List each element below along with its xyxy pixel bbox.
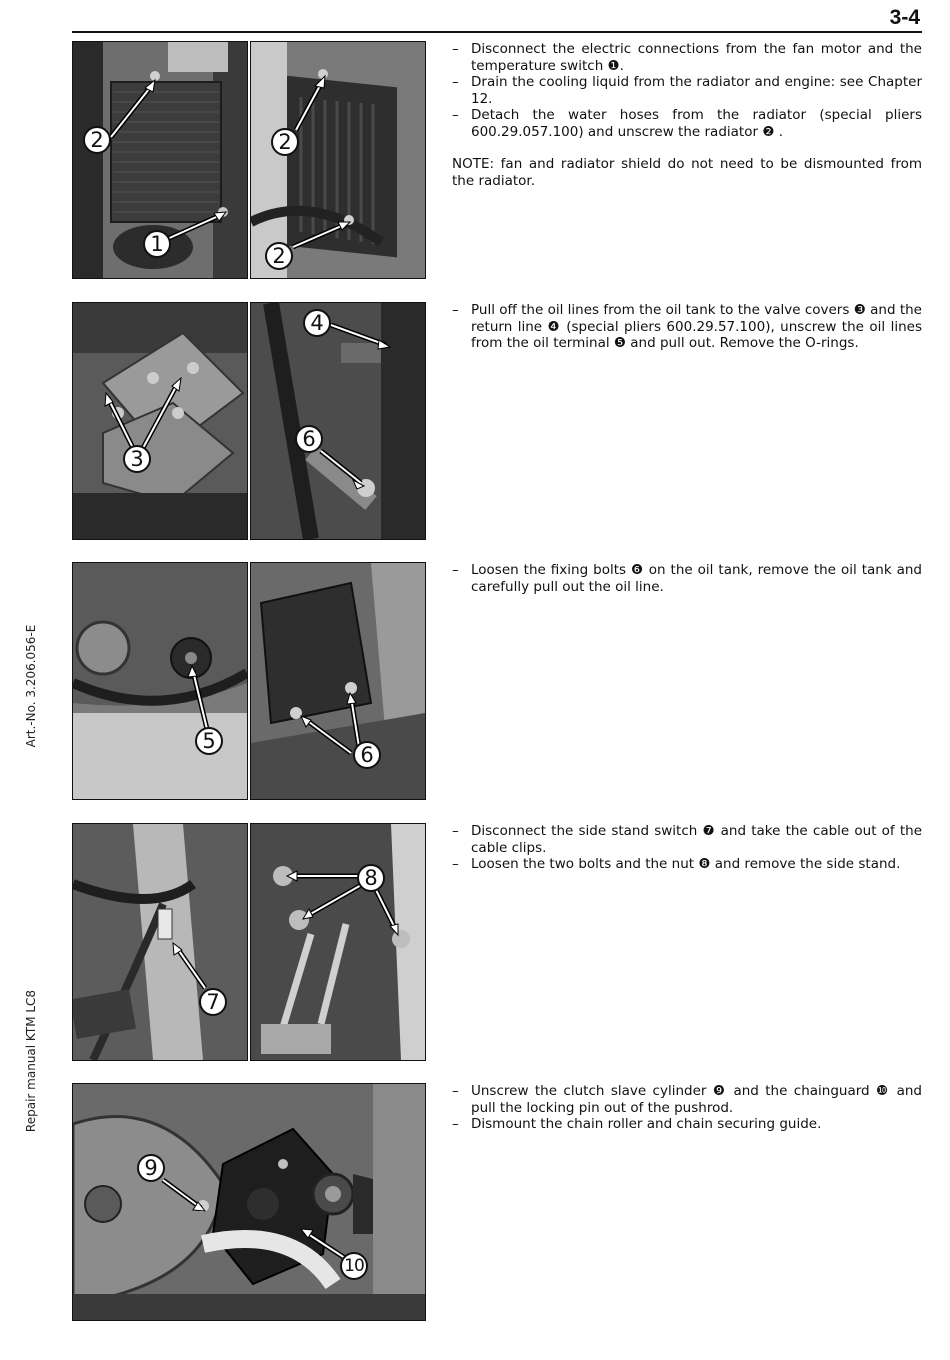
- instructions-clutch-slave: [452, 1083, 922, 1133]
- photo-radiator-side: [250, 41, 426, 279]
- callout-8: 8: [357, 864, 385, 892]
- callout-7: 7: [199, 988, 227, 1016]
- clutch-chainguard-illustration: [73, 1084, 425, 1320]
- callout-5: 5: [195, 727, 223, 755]
- oil-terminal-illustration: [73, 563, 247, 799]
- step: – Detach the water hoses from the radiator (special pliers 600.29.057.100) and unscrew the radiator ❷ .: [452, 107, 922, 140]
- note: NOTE: fan and radiator shield do not need to be dismounted from the radiator.: [452, 156, 922, 189]
- section-oil-tank: [72, 562, 922, 800]
- oil-tank-illustration: [251, 563, 425, 799]
- valve-covers-illustration: [73, 303, 247, 539]
- side-stand-bolts-illustration: [251, 824, 425, 1060]
- callout-4: 4: [303, 309, 331, 337]
- instructions-oil-lines: [452, 302, 922, 352]
- photo-oil-return-line: [250, 302, 426, 540]
- section-side-stand: [72, 823, 922, 1061]
- step: – Pull off the oil lines from the oil tank to the valve covers ❸ and the return line ❹ (special pliers 600.29.57.100), unscrew the oil lines from the oil terminal ❺ and pull out. Remove the O-rings.: [452, 302, 922, 351]
- header-rule: [72, 31, 922, 33]
- photo-valve-covers: [72, 302, 248, 540]
- instructions-oil-tank: [452, 562, 922, 595]
- section-oil-lines: [72, 302, 922, 540]
- photo-clutch-chainguard: [72, 1083, 426, 1321]
- step: – Unscrew the clutch slave cylinder ❾ and the chainguard ❿ and pull the locking pin out of the pushrod.: [452, 1083, 922, 1116]
- callout-2: 2: [83, 126, 111, 154]
- callout-2: 2: [271, 128, 299, 156]
- step: – Disconnect the side stand switch ❼ and take the cable out of the cable clips.: [452, 823, 922, 856]
- step: – Drain the cooling liquid from the radiator and engine: see Chapter 12.: [452, 74, 922, 107]
- photo-side-stand-bolts: [250, 823, 426, 1061]
- callout-6: 6: [353, 741, 381, 769]
- callout-1: 1: [143, 230, 171, 258]
- step: – Loosen the two bolts and the nut ❽ and remove the side stand.: [452, 856, 901, 872]
- step: – Disconnect the electric connections from the fan motor and the temperature switch ❶.: [452, 41, 922, 74]
- step: – Dismount the chain roller and chain securing guide.: [452, 1116, 822, 1132]
- callout-10: 10: [340, 1252, 368, 1280]
- callout-9: 9: [137, 1154, 165, 1182]
- callout-6: 6: [295, 425, 323, 453]
- photo-radiator-front: [72, 41, 248, 279]
- step: – Loosen the fixing bolts ❻ on the oil tank, remove the oil tank and carefully pull out the oil line.: [452, 562, 922, 595]
- instructions-radiator: [452, 41, 922, 189]
- photo-oil-tank-bolts: [250, 562, 426, 800]
- page-number: 3-4: [889, 6, 920, 29]
- callout-2: 2: [265, 242, 293, 270]
- photo-oil-terminal: [72, 562, 248, 800]
- instructions-side-stand: [452, 823, 922, 873]
- photo-side-stand-switch: [72, 823, 248, 1061]
- side-stand-switch-illustration: [73, 824, 247, 1060]
- callout-3: 3: [123, 445, 151, 473]
- section-radiator: [72, 41, 922, 279]
- section-clutch-slave: [72, 1083, 922, 1321]
- oil-return-illustration: [251, 303, 425, 539]
